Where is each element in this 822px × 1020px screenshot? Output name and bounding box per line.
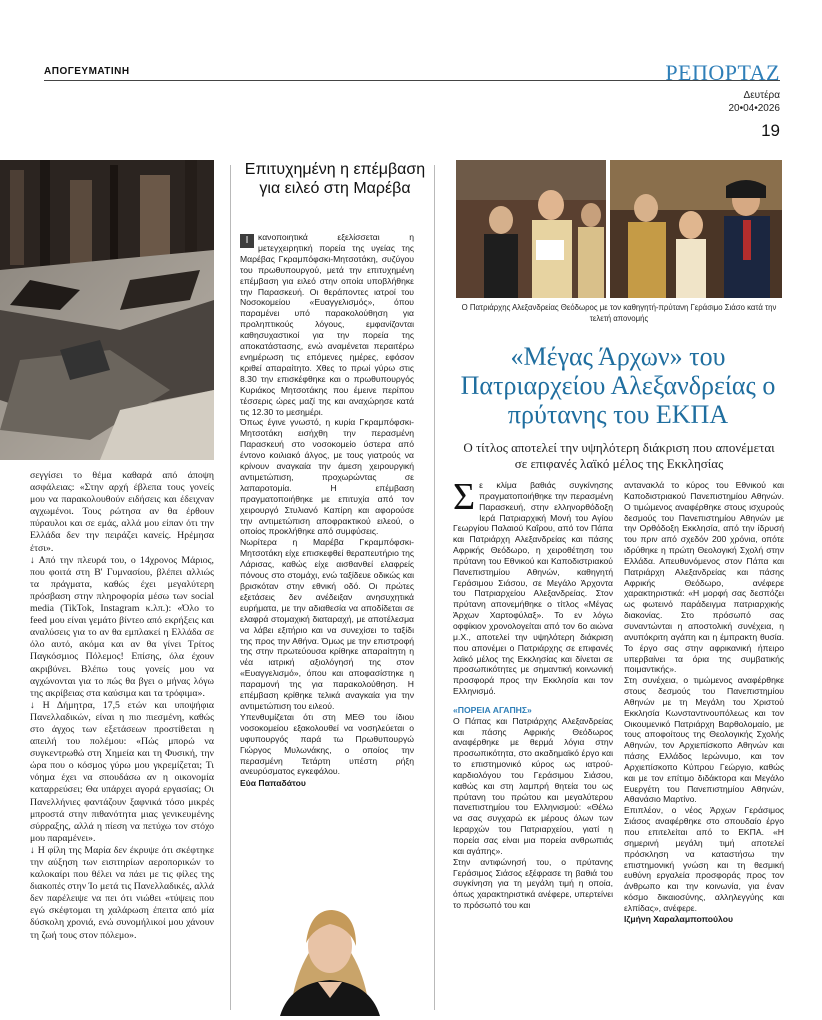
page-number: 19 [761, 121, 780, 140]
mid-paragraph: Όπως έγινε γνωστό, η κυρία Γκραμπόφσκι-Μητσοτάκη εισήχθη την περασμένη Παρασκευή στο νοσοκομείο ύστερα από έντονο κοιλιακό άλγος, με τους γιατρούς να κρίνουν αναγκαία την άμεση χειρουργική αντιμετώπιση, προχωρώντας σε λαπαροτομία. Η επέμβαση πραγματοποιήθηκε με επιτυχία από τον χειρουργό Στυλιανό Καπίρη και αφορούσε την αντιμετώπιση αποφρακτικού ειλεού, ο οποίος προκλήθηκε από συμφύσεις. [240, 417, 414, 537]
photo-caption: Ο Πατριάρχης Αλεξανδρείας Θεόδωρος με τον καθηγητή-πρύτανη Γεράσιμο Σιάσο κατά την τελετή απονομής [461, 303, 777, 323]
column-divider [434, 165, 435, 1010]
right-paragraph: Ο Πάπας και Πατριάρχης Αλεξανδρείας και πάσης Αφρικής Θεόδωρος αναφέρθηκε με θερμά λόγια στην προσωπικότητα, στο ακαδημαϊκό έργο και το επιστημονικό κύρος ως ιατρού-καρδιολόγου του Γεράσιμου Σιάσου, καθώς και στη λαμπρή θητεία του ως πρύτανη του πρώτου και μεγαλύτερου πανεπιστημίου του Ελληνισμού: «Θέλω να σας συγχαρώ εκ μέρους όλων των Ιεραρχών του Πατριαρχείου, γιατί η πορεία σας είναι μια πορεία ανθρωπιάς και αγάπης». [453, 715, 613, 856]
column-divider [230, 165, 231, 1010]
author-byline: Εύα Παπαδάτου [240, 778, 306, 789]
left-paragraph: ↓ Η Δήμητρα, 17,5 ετών και υποψήφια Πανελλαδικών, είναι η πιο πιεσμένη, καθώς στο άγχος των εξετάσεων προστίθεται η απειλή του πολέμου: «Πώς μπορώ να συγκεντρωθώ στη Χημεία και τη Φυσική, την ώρα που ο κόσμος γύρω μου γκρεμίζεται; Τι νόημα έχει να σπουδάσω αν η οικονομία καταρρεύσει; Θα υπάρχει αγορά εργασίας; Οι Πανελλήνιες φαντάζουν ξαφνικά τόσο μικρές μπροστά στην πιθανότητα μιας γενικευμένης σύρραξης, αλλά η πίεση να πετύχω τον στόχο μου παραμένει». [30, 699, 214, 844]
patriarchate-body-col-2 [624, 480, 784, 925]
left-paragraph: σεγγίσει το θέμα καθαρά από άποψη ασφάλειας: «Στην αρχή έβλεπα τους γονείς μου να παρακολουθούν ειδήσεις και έδειχναν αγχωμένοι. Τους ρώτησα αν θα έρθουν πύραυλοι και σε εμάς, αλλά μου είπαν ότι την Ελλάδα δεν την πειράζει κανείς. Ηρέμησα έτσι». [30, 470, 214, 554]
dropcap: Ι [240, 234, 254, 248]
fire-ruins-photo [0, 160, 214, 460]
mid-paragraph: κανοποιητικά εξελίσσεται η μετεγχειρητική πορεία της υγείας της Μαρέβας Γκραμπόφσκι-Μητσοτάκη, συζύγου του πρωθυπουργού, μετά την επιτυχημένη επέμβαση για ειλεό στην οποία υποβλήθηκε την Παρασκευή. Οι θεράποντες ιατροί του Νοσοκομείου «Ευαγγελισμός», όπου παραμένει υπό παρακολούθηση για προληπτικούς λόγους, εμφανίζονται καθησυχαστικοί για την πορεία της αποκατάστασης, ενώ αναμένεται περαιτέρω ενημέρωση τις επόμενες ημέρες, εφόσον κριθεί απαραίτητο. Χθες το πρωί γύρω στις 8.30 την επισκέφθηκε και ο πρωθυπουργός Κυριάκος Μητσοτάκης που έμεινε περίπου τέσσερις ώρες μαζί της και αναχώρησε κατά τις 12.30 το μεσημέρι. [240, 232, 414, 417]
left-paragraph: ↓ Από την πλευρά του, ο 14χρονος Μάριος, που φοιτά στη Β' Γυμνασίου, βλέπει αλλιώς τα πράγματα, καθώς έχει μεγαλύτερη πρόσβαση στην πληροφορία μέσω των social media (TikTok, Instagram κ.λπ.): «Όλο το feed μου είναι γεμάτο βίντεο από εκρήξεις και αναλύσεις για το αν θα εμπλακεί η Ελλάδα σε όλο αυτό, ακόμα και αν θα γίνει Τρίτος Παγκόσμιος Πόλεμος! Επίσης, όλα έχουν ακριβύνει. Βλέπω τους γονείς μου να αγχώνονται για το πώς θα βγει ο μήνας λόγω της ακρίβειας στα καύσιμα και τα τρόφιμα». [30, 554, 214, 699]
dropcap: Σ [453, 476, 476, 518]
right-paragraph: αντανακλά το κύρος του Εθνικού και Καποδιστριακού Πανεπιστημίου Αθηνών. Ο τιμώμενος αναφέρθηκε στους ισχυρούς δεσμούς του Πανεπιστημίου Αθηνών με την Ορθόδοξη Εκκλησία, από την ίδρυσή του πριν από σχεδόν 200 χρόνια, οπότε ιδρύθηκε η πρώτη Θεολογική Σχολή στην Ελλάδα. Απευθυνόμενος στον Πάπα και Πατριάρχη Αλεξανδρείας και πάσης Αφρικής Θεόδωρο, ανέφερε χαρακτηριστικά: «Η μορφή σας δεσπόζει ως φωτεινό παράδειγμα πατριαρχικής διακονίας. Στο πρόσωπό σας συναντώνται η αποστολική συνέχεια, η ανυπόκριτη αγάπη και η έμπρακτη θυσία. Το έργο σας στην αφρικανική ήπειρο υπερβαίνει τα όρια της συμβατικής ποιμαντικής». [624, 480, 784, 675]
patriarch-ceremony-photo [456, 160, 782, 298]
mid-paragraph: Υπενθυμίζεται ότι στη ΜΕΘ του ίδιου νοσοκομείου εξακολουθεί να νοσηλεύεται ο υφυπουργός παρά τω Πρωθυπουργώ Γιώργος Μυλωνάκης, ο οποίος την περασμένη Τετάρτη υπέστη ρήξη ανευρύσματος εγκεφάλου. [240, 711, 414, 777]
mid-paragraph: Νωρίτερα η Μαρέβα Γκραμπόφσκι-Μητσοτάκη είχε επισκεφθεί θεραπευτήριο της Λάρισας, καθώς είχε αισθανθεί ελαφρείς πόνους στο στομάχι, ενώ ταξίδευε οδικώς και βρισκόταν στην εθνική οδό. Οι πρώτες εξετάσεις δεν ανέδειξαν ανησυχητικά ευρήματα, με την αδιαθεσία να αποδίδεται σε ελαφρά στομαχική διαταραχή, με αποτέλεσμα να λάβει εξιτήριο και να συνεχίσει το ταξίδι της προς την Αθήνα. Όμως με την επιστροφή της στην πρωτεύουσα κρίθηκε απαραίτητη η νέα ιατρική αξιολόγησή της στον «Ευαγγελισμό», όπου και αποφασίστηκε η παραμονή της για παρακολούθηση. Η επέμβαση κρίθηκε τελικά αναγκαία για την αντιμετώπιση του ειλεού. [240, 537, 414, 711]
mareva-article-body [240, 232, 414, 789]
article-title-mareva: Επιτυχημένη η επέμβαση για ειλεό στη Μαρέβα [244, 161, 426, 197]
right-paragraph: ε κλίμα βαθιάς συγκίνησης πραγματοποιήθηκε την περασμένη Παρασκευή, στην ελληνορθόδοξη Ιερά Πατριαρχική Μονή του Αγίου Γεωργίου Παλαιού Καΐρου, από τον Πάπα και Πατριάρχη Αλεξανδρείας και πάσης Αφρικής Θεόδωρο, η χειροθέτηση του πρύτανη του Εθνικού και Καποδιστριακού Πανεπιστημίου Αθηνών, καθηγητή Γεράσιμου Σιάσου, σε Μεγάλο Άρχοντα του Πατριαρχείου Αλεξανδρείας. Στον πρύτανη απονεμήθηκε ο τίτλος «Μέγας Άρχων Χαρτοφύλαξ». Το εν λόγω οφφίκιον χρονολογείται από τον 6ο αιώνα μ.Χ., αποτελεί την υψηλότερη διάκριση που απονέμει ο Πατριάρχης σε επιφανές λαϊκό μέλος της Εκκλησίας και δίνεται σε προσωπικότητες με σημαντική κοινωνική προσφορά προς την Εκκλησία και τον Ελληνισμό. [453, 480, 613, 697]
publication-name: ΑΠΟΓΕΥΜΑΤΙΝΗ [44, 66, 130, 77]
section-label: ΡΕΠΟΡΤΑΖ [665, 60, 780, 85]
right-paragraph: Επιπλέον, ο νέος Άρχων Γεράσιμος Σιάσος αναφέρθηκε στο σπουδαίο έργο που επιτελείται από το ΕΚΠΑ. «Η σημερινή μεγάλη τιμή αποτελεί πρόσκληση να καταστήσω την επιστημονική γνώση και τη θεσμική ευθύνη εργαλεία προσφοράς προς τον άνθρωπο και την κοινωνία, για έναν κόσμο δικαιοσύνης, αλληλεγγύης και ελπίδας», ανέφερε. [624, 805, 784, 913]
article-title-patriarchate: «Μέγας Άρχων» του Πατριαρχείου Αλεξανδρείας ο πρύτανης του ΕΚΠΑ [460, 342, 776, 429]
issue-day: Δευτέρα [743, 90, 780, 101]
right-paragraph: Στην αντιφώνησή του, ο πρύτανης Γεράσιμος Σιάσος εξέφρασε τη βαθιά του συγκίνηση για τη μεγάλη τιμή η οποία, όπως χαρακτηριστικά ανέφερε, υπερτείνει το πρόσωπό του και [453, 856, 613, 911]
right-paragraph: Στη συνέχεια, ο τιμώμενος αναφέρθηκε στους δεσμούς του Πανεπιστημίου Αθηνών με τη Μεγάλη του Χριστού Εκκλησία Κωνσταντινουπόλεως και τον Οικουμενικό Πατριάρχη Βαρθολομαίο, με τους αποφοίτους της Θεολογικής Σχολής Αθηνών, τον Αρχιεπίσκοπο Αθηνών και πάσης Ελλάδος Ιερώνυμο, και τον Αρχιεπίσκοπο Κύπρου Γεώργιο, καθώς και με τον επίτιμο διδάκτορα και Μεγάλο Ευεργέτη του Πανεπιστημίου Αθηνών, Αθανάσιο Μαρτίνο. [624, 675, 784, 805]
subhead: «ΠΟΡΕΙΑ ΑΓΑΠΗΣ» [453, 704, 532, 715]
article-subtitle: Ο τίτλος αποτελεί την υψηλότερη διάκριση που απονέμεται σε επιφανές λαϊκό μέλος της Εκκλησίας [463, 440, 775, 471]
left-paragraph: ↓ Η φίλη της Μαρία δεν έκρυψε ότι σκέφτηκε την αύξηση των εισιτηρίων αεροπορικών το καλοκαίρι που θέλει να πάει με τις φίλες της διακοπές στην Ίο μετά τις Πανελλαδικές, αλλά δεν παρέλειψε να πει ότι νιώθει «τύψεις που εγώ σκέφτομαι τη χαλάρωση έπειτα από μία δύσκολη χρονιά, ενώ συνομήλικοί μου χάνουν τη ζωή τους στον πόλεμο». [30, 844, 215, 941]
left-column-text [30, 470, 214, 942]
patriarchate-body-col-1 [453, 476, 613, 911]
author-byline: Ιζμήνη Χαραλαμποπούλου [624, 913, 733, 924]
issue-date: 20•04•2026 [728, 103, 780, 114]
author-portrait-photo [270, 888, 390, 1016]
